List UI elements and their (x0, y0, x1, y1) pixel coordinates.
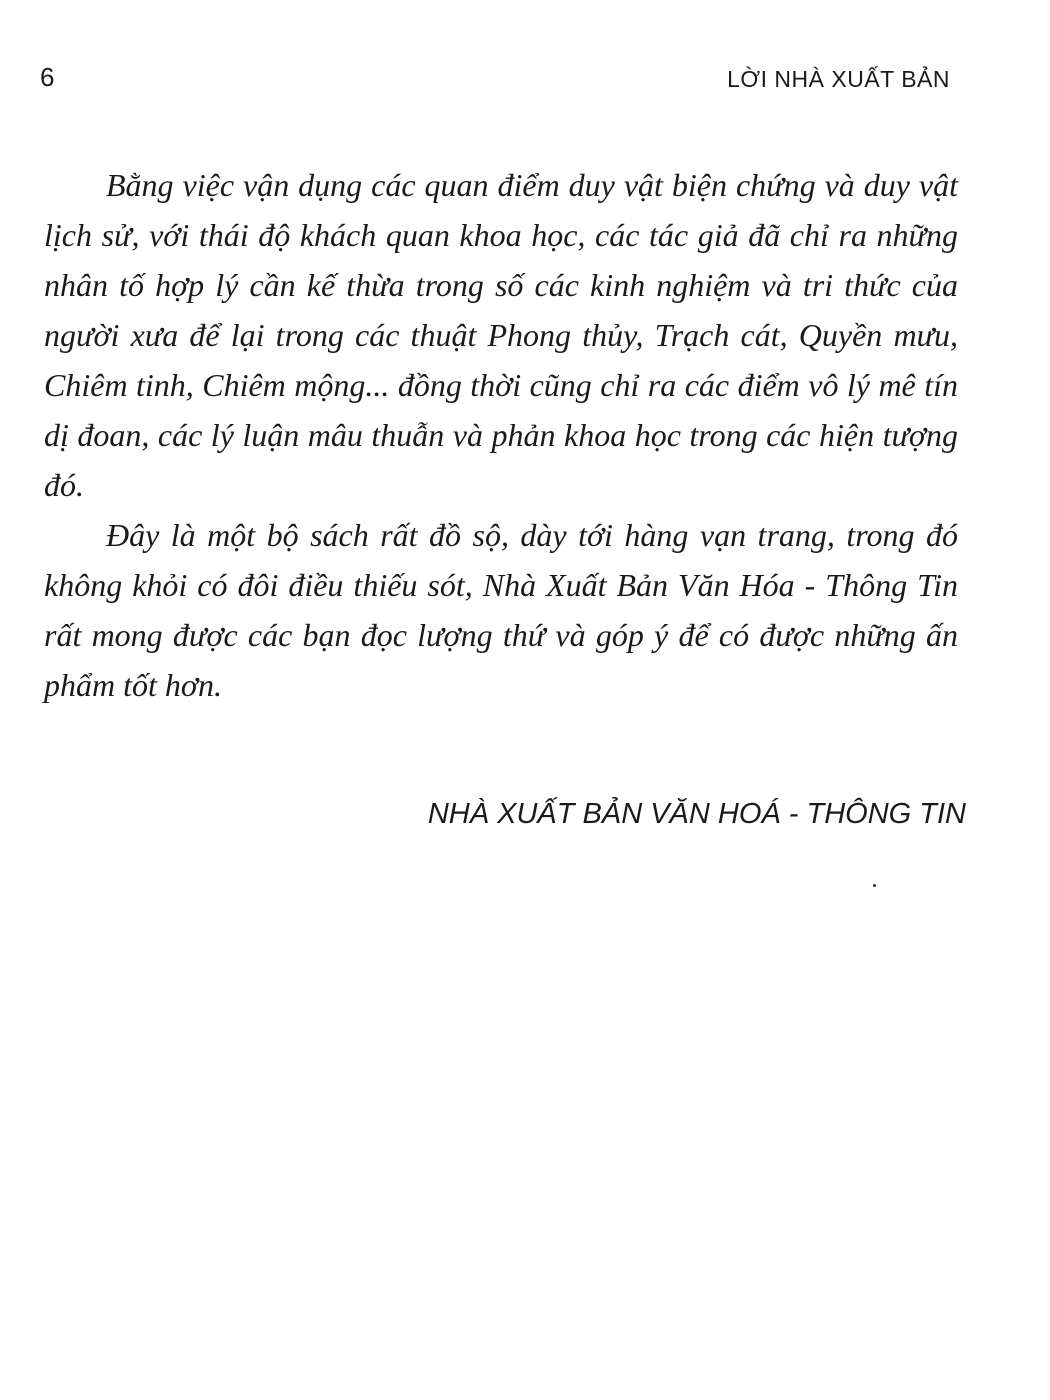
page-number: 6 (40, 62, 55, 92)
paragraph-1: Bằng việc vận dụng các quan điểm duy vật biện chứng và duy vật lịch sử, với thái độ khách quan khoa học, các tác giả đã chỉ ra những nhân tố hợp lý cần kế thừa trong số các kinh nghiệm và tri thức của người xưa để lại trong các thuật Phong thủy, Trạch cát, Quyền mưu, Chiêm tinh, Chiêm mộng... đồng thời cũng chỉ ra các điểm vô lý mê tín dị đoan, các lý luận mâu thuẫn và phản khoa học trong các hiện tượng đó. (44, 167, 958, 503)
publisher-signature: NHÀ XUẤT BẢN VĂN HOÁ - THÔNG TIN (427, 798, 966, 830)
running-title: LỜI NHÀ XUẤT BẢN (727, 66, 950, 92)
print-speck (873, 884, 876, 887)
body-text (44, 160, 958, 710)
paragraph-2: Đây là một bộ sách rất đồ sộ, dày tới hàng vạn trang, trong đó không khỏi có đôi điều thiếu sót, Nhà Xuất Bản Văn Hóa - Thông Tin rất mong được các bạn đọc lượng thứ và góp ý để có được những ấn phẩm tốt hơn. (44, 517, 958, 703)
